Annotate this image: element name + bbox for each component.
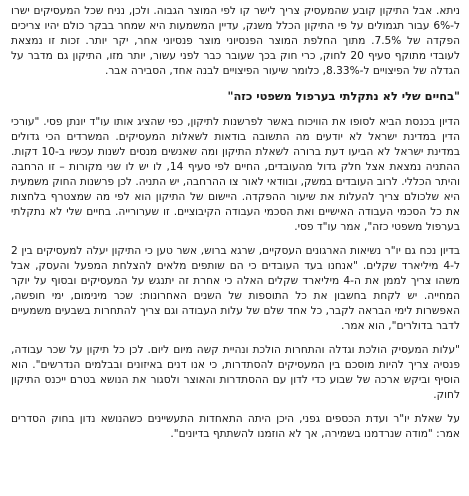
paragraph-4: "עלות המעסיק הולכת וגדלה והתחרות הולכת ונהיית קשה מיום ליום. לכן כל תיקון על שכר עבודה, פנסיה צריך להיות מוסכם בין המעסיקים להסתדרות, כי אנו דנים באיזונים ובבלמים הנדרשים". הוא הוסיף וביקש ארכה של שבוע כדי לדון עם ההסתדרות והאוצר ולסגור את הנושא בטרם ייכנס התיקון לחוק. <box>11 344 460 401</box>
paragraph-3: בדיון נכח גם יו"ר נשיאות הארגונים העסקיים, שרגא ברוש, אשר טען כי התיקון יעלה למעסיקים בין 2 ל-4 מיליארד שקלים. "אנחנו בעד העובדים כי הם שותפים מלאים להצלחת המפעל והעסק, אבל משהו צריך לממן את ה-4 מיליארד שקלים האלה כי אחרת זה יתנגש על המעסיקים ובסוף על יוקר המחייה. יש לקחת בחשבון את כל התוספות של השנים האחרונות: שכר מינימום, ימי חופשה, האפשרות לימי הבראה לקבר, כל אחד שלם של עלות העבודה וגם צריך להתחרות בשבעים משמעיים לדבר בדולרים", הוא אמר. <box>11 245 460 332</box>
section-heading: "בחיים שלי לא נתקלתי בערפול משפטי כזה" <box>227 89 460 103</box>
paragraph-1: ניתא. אבל התיקון קובע שהמעסיק צריך לישר קו לפי המוצר הגבוה. ולכן, נניח שכל המעסיקים ישרו ל-6% עבור תגמולים על פי התיקון הכלל משנק, עדיין המשמעות היא שמחר בבקר כולם יהיו צריכים הפקדה של 7.5%. מתוך החלפת המוצר הפנסיוני מוצר פנסיוני אחר, יקר יותר. זכות זו נמצאת לעובדי מתוקף סעיף 20 לחוק, כרי חוק בכך שעובר כבר לפני עשור, יותר מזו, התיקון גם מדבר על הגדלה של הפיצויים ל-8.33%, כלומר שיעור הפיצויים לבנה אחד, הסבירה אבר. <box>11 5 460 77</box>
paragraph-5: על שאלת יו"ר ועדת הכספים גפני, היכן היתה התאחדות התעשיינים כשהנושא נדון בחוק הסדרים אמר: "מודה שנרדמנו בשמירה, אך לא הוזמנו להשתתף בדיונים". <box>11 413 460 440</box>
paragraph-2: הדיון בכנסת הביא לסופו את הוויכוח באשר לפרשנות לתיקון, כפי שהציג אותו עו"ד יונתן פסי. "עורכי הדין במדינת ישראל לא יודעים מה התשובה בודאות לשאלות המעסיקים. המשרדים הכי גדולים במדינת ישראל לא הביעו דעת ברורה לשאלת התיקון ומה שאנשים מנסים לשנות עכשיו ב-10 דקות. ההתניה נמצאת אצל חלק גדול מהעובדים, החיים לפי סעיף 14, לו יש לו שני מקורות – זו הרחבה והיתר הכללי. לרוב העובדים במשק, ובוודאי לאור צו ההרחבה, יש התניה. לכן פרשנות החוק משמעית היא שלכולם צריך להעלות את שיעור ההפקדה. היישום של התיקון הוא לפי מה שמצטרף בלחצות את כל הסכמי העבודה האישיים ואת הסכמי העבודה הקיבוציים. זו שערורייה. בחיים שלי לא נתקלתי בערפול משפטי כזה", אמר עו"ד פסי. <box>11 116 460 233</box>
